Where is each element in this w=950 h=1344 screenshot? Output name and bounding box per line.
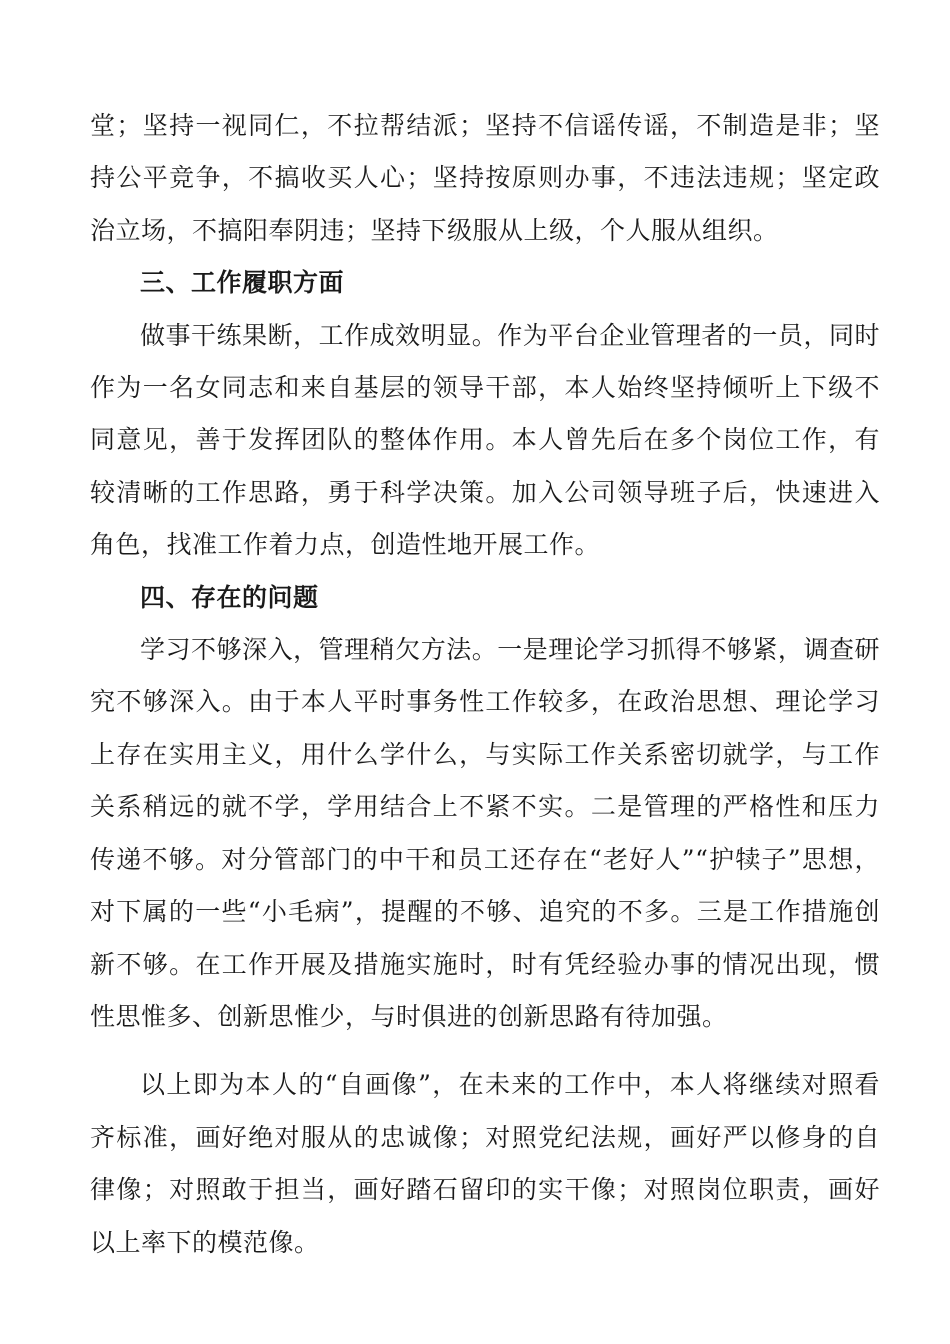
conclusion-paragraph: 以上即为本人的“自画像”，在未来的工作中，本人将继续对照看齐标准，画好绝对服从的忠诚像；对照党纪法规，画好严以修身的自律像；对照敢于担当，画好踏石留印的实干像；对照岗位职责，画好以上率下的模范像。 <box>90 1070 880 1257</box>
existing-problems-paragraph: 学习不够深入，管理稍欠方法。一是理论学习抓得不够紧，调查研究不够深入。由于本人平时事务性工作较多，在政治思想、理论学习上存在实用主义，用什么学什么，与实际工作关系密切就学，与工作关系稍远的就不学，学用结合上不紧不实。二是管理的严格性和压力传递不够。对分管部门的中干和员工还存在“老好人”“护犊子”思想，对下属的一些“小毛病”，提醒的不够、追究的不多。三是工作措施创新不够。在工作开展及措施实施时，时有凭经验办事的情况出现，惯性思惟多、创新思惟少，与时俱进的创新思路有待加强。 <box>90 635 880 1031</box>
section-heading-existing-problems: 四、存在的问题 <box>140 582 319 612</box>
work-performance-paragraph: 做事干练果断，工作成效明显。作为平台企业管理者的一员，同时作为一名女同志和来自基层的领导干部，本人始终坚持倾听上下级不同意见，善于发挥团队的整体作用。本人曾先后在多个岗位工作，有较清晰的工作思路，勇于科学决策。加入公司领导班子后，快速进入角色，找准工作着力点，创造性地开展工作。 <box>90 320 880 560</box>
section-heading-work-performance: 三、工作履职方面 <box>140 268 345 298</box>
document-page <box>90 100 880 1269</box>
paragraph-gap <box>90 1043 880 1059</box>
intro-continuation-paragraph: 堂；坚持一视同仁，不拉帮结派；坚持不信谣传谣，不制造是非；坚持公平竞争，不搞收买人心；坚持按原则办事，不违法违规；坚定政治立场，不搞阳奉阴违；坚持下级服从上级，个人服从组织。 <box>90 111 880 245</box>
